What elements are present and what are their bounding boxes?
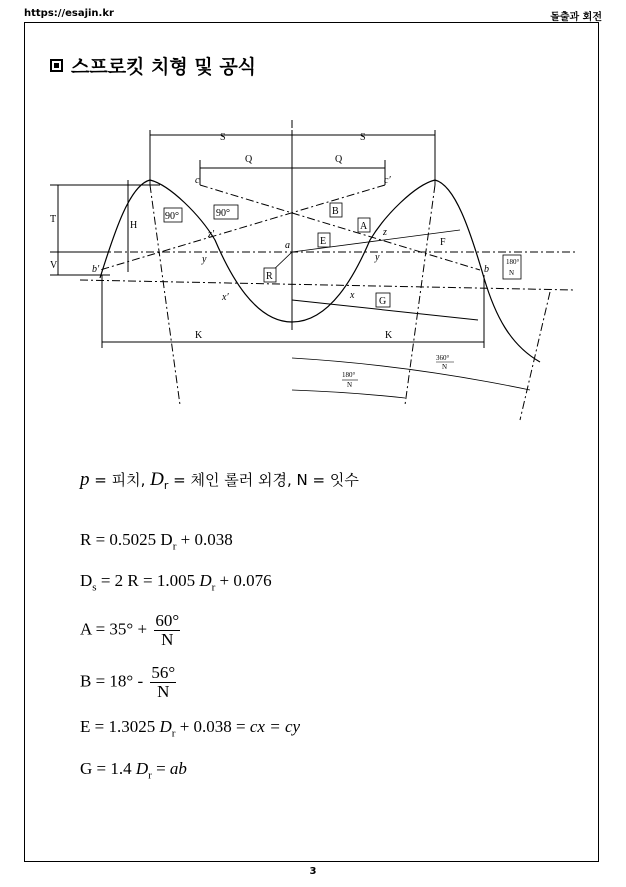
formula-r-sub: r bbox=[172, 540, 177, 553]
label-y-right: y bbox=[375, 252, 380, 263]
formula-e-lhs: E = 1.3025 bbox=[80, 717, 160, 736]
label-k-right: K bbox=[385, 330, 393, 341]
formula-b-fraction bbox=[150, 664, 176, 701]
formula-e-d-sub: r bbox=[171, 727, 176, 740]
var-dr: D bbox=[150, 469, 164, 490]
label-angle-90-mid: 90° bbox=[216, 208, 230, 219]
formula-e-d: D bbox=[159, 717, 172, 736]
frac-360-num: 360° bbox=[436, 354, 450, 362]
label-v: V bbox=[50, 260, 58, 271]
arc-lines bbox=[268, 230, 530, 398]
label-y-left: y bbox=[202, 254, 207, 265]
label-s-right: S bbox=[360, 132, 366, 143]
formula-a bbox=[80, 612, 180, 649]
formula-ds-d-sub: r bbox=[211, 581, 216, 594]
frac-right-num: 180° bbox=[506, 258, 520, 266]
formula-r-lhs: R = 0.5025 D bbox=[80, 530, 173, 549]
label-z-prime: z′ bbox=[208, 229, 215, 240]
formula-g-d-sub: r bbox=[148, 769, 152, 782]
var-p: p bbox=[80, 469, 90, 490]
formula-b bbox=[80, 664, 176, 701]
formula-ds-d: D bbox=[199, 571, 212, 590]
label-c: c bbox=[195, 175, 200, 186]
label-r: R bbox=[266, 271, 273, 282]
header-site-url[interactable]: https://esajin.kr bbox=[24, 8, 114, 19]
angle-fractions bbox=[342, 258, 520, 389]
frac-180-num: 180° bbox=[342, 371, 356, 379]
label-h: H bbox=[130, 220, 138, 231]
var-dr-sub: r bbox=[163, 479, 169, 492]
frac-right-den: N bbox=[509, 269, 515, 277]
formula-b-den: N bbox=[157, 682, 170, 701]
formula-r bbox=[80, 530, 233, 552]
formula-ds-mid: = 2 R = 1.005 bbox=[96, 571, 200, 590]
page-title-text: 스프로킷 치형 및 공식 bbox=[71, 56, 257, 78]
header-section-title: 돌출과 회전 bbox=[550, 12, 602, 23]
formula-ds bbox=[80, 571, 272, 593]
formula-a-num: 60° bbox=[155, 611, 180, 630]
label-k-left: K bbox=[195, 330, 203, 341]
label-z: z bbox=[383, 227, 387, 238]
label-s-left: S bbox=[220, 132, 226, 143]
formula-a-lhs: A = 35° + bbox=[80, 619, 148, 639]
formula-g-d: D bbox=[135, 759, 149, 778]
label-b-angle: B bbox=[332, 206, 339, 217]
formula-e bbox=[80, 717, 300, 739]
dimension-lines bbox=[50, 130, 484, 348]
label-a-angle: A bbox=[360, 221, 368, 232]
formula-ds-rhs: + 0.076 bbox=[215, 571, 272, 590]
label-b-prime: b′ bbox=[92, 264, 100, 275]
label-g: G bbox=[379, 296, 387, 307]
center-lines bbox=[50, 120, 575, 420]
label-x-prime: x′ bbox=[222, 292, 229, 303]
formula-a-den: N bbox=[161, 630, 174, 649]
formula-e-rhs: + 0.038 = bbox=[175, 717, 250, 736]
formula-e-ital: cx = cy bbox=[249, 717, 301, 736]
label-b-point: b bbox=[484, 264, 489, 275]
label-t: T bbox=[50, 214, 57, 225]
page-number: 3 bbox=[309, 866, 317, 877]
label-e: E bbox=[320, 236, 327, 247]
def-dr-text: = 체인 롤러 외경, N = 잇수 bbox=[168, 471, 359, 489]
label-f: F bbox=[440, 237, 446, 248]
label-angle-90-left: 90° bbox=[165, 211, 179, 222]
formula-g-ital: ab bbox=[169, 759, 187, 778]
tooth-profile bbox=[100, 180, 540, 362]
def-p-text: = 피치, bbox=[89, 471, 151, 489]
label-x: x bbox=[350, 290, 355, 301]
formula-b-lhs: B = 18° - bbox=[80, 671, 144, 691]
formula-g bbox=[80, 759, 187, 781]
label-c-prime: c′ bbox=[384, 175, 391, 186]
formula-g-rhs: = bbox=[151, 759, 170, 778]
formula-ds-lhs-sub: s bbox=[92, 581, 97, 594]
variable-definitions bbox=[80, 469, 359, 492]
frac-360-den: N bbox=[442, 363, 448, 371]
frac-180-den: N bbox=[347, 381, 353, 389]
formula-r-rhs: + 0.038 bbox=[176, 530, 233, 549]
label-q-left: Q bbox=[245, 154, 253, 165]
label-q-right: Q bbox=[335, 154, 343, 165]
formula-ds-lhs: D bbox=[80, 571, 93, 590]
formula-g-lhs: G = 1.4 bbox=[80, 759, 136, 778]
label-a-point: a bbox=[285, 240, 290, 251]
formula-b-num: 56° bbox=[151, 663, 176, 682]
formula-a-fraction bbox=[154, 612, 180, 649]
